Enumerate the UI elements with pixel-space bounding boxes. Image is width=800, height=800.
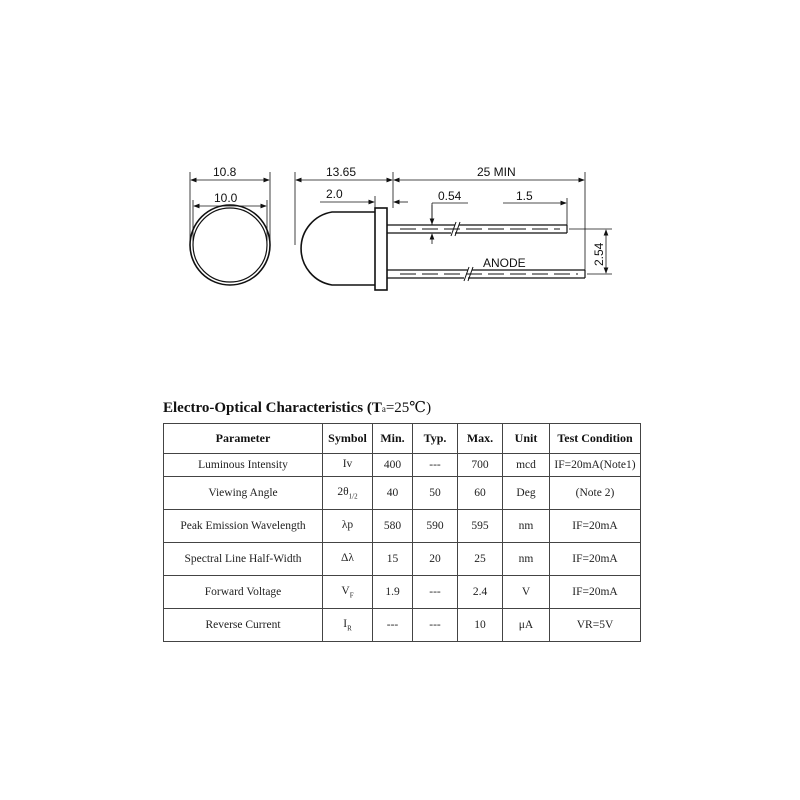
cell-parameter: Reverse Current [164, 609, 323, 642]
title-subscript: a [381, 404, 386, 414]
cell-typ: --- [413, 454, 458, 477]
table-row [164, 454, 641, 477]
cell-min: 400 [373, 454, 413, 477]
cell-condition: (Note 2) [550, 477, 641, 510]
header-min: Min. [373, 424, 413, 454]
table-row [164, 477, 641, 510]
header-parameter: Parameter [164, 424, 323, 454]
cell-unit: mcd [503, 454, 550, 477]
lead-width-label: 1.5 [516, 189, 533, 203]
cell-max: 60 [458, 477, 503, 510]
cell-min: --- [373, 609, 413, 642]
anode-label: ANODE [483, 256, 526, 270]
cell-unit: nm [503, 543, 550, 576]
table-row [164, 609, 641, 642]
section-title [163, 398, 431, 417]
title-main: Electro-Optical Characteristics (T [163, 400, 382, 416]
cell-parameter: Spectral Line Half-Width [164, 543, 323, 576]
header-max: Max. [458, 424, 503, 454]
cell-symbol: λp [323, 510, 373, 543]
cell-condition: IF=20mA [550, 576, 641, 609]
cell-min: 40 [373, 477, 413, 510]
led-dimension-drawing [0, 0, 800, 380]
table-row [164, 510, 641, 543]
header-condition: Test Condition [550, 424, 641, 454]
cell-symbol: $2\theta_{1/2}$ [323, 477, 373, 510]
cell-typ: 590 [413, 510, 458, 543]
side-view [295, 165, 612, 290]
outer-lens-circle [190, 205, 270, 285]
inner-diameter-label: 10.0 [214, 191, 238, 205]
cell-max: 595 [458, 510, 503, 543]
cell-typ: 50 [413, 477, 458, 510]
cell-min: 1.9 [373, 576, 413, 609]
cell-unit: μA [503, 609, 550, 642]
cell-condition: VR=5V [550, 609, 641, 642]
cell-unit: Deg [503, 477, 550, 510]
header-typ: Typ. [413, 424, 458, 454]
cell-parameter: Viewing Angle [164, 477, 323, 510]
electro-optical-table [163, 423, 641, 642]
cell-condition: IF=20mA(Note1) [550, 454, 641, 477]
cell-parameter: Peak Emission Wavelength [164, 510, 323, 543]
cell-typ: --- [413, 609, 458, 642]
cell-max: 700 [458, 454, 503, 477]
front-view [190, 165, 270, 285]
lead-thickness-label: 0.54 [438, 189, 462, 203]
cell-max: 2.4 [458, 576, 503, 609]
cell-symbol: Iv [323, 454, 373, 477]
header-symbol: Symbol [323, 424, 373, 454]
cell-max: 25 [458, 543, 503, 576]
led-dome-body [301, 212, 375, 285]
table-row [164, 543, 641, 576]
body-length-label: 13.65 [326, 165, 357, 179]
cell-condition: IF=20mA [550, 510, 641, 543]
lead-length-label: 25 MIN [477, 165, 516, 179]
cathode-lead [387, 222, 567, 236]
cell-unit: nm [503, 510, 550, 543]
inner-lens-circle [193, 208, 267, 282]
title-tail: =25℃) [385, 400, 432, 416]
lead-spacing-label: 2.54 [592, 242, 606, 266]
cell-unit: V [503, 576, 550, 609]
led-flange [375, 208, 387, 290]
cell-typ: 20 [413, 543, 458, 576]
cell-min: 15 [373, 543, 413, 576]
table-row [164, 576, 641, 609]
cell-max: 10 [458, 609, 503, 642]
table-header-row [164, 424, 641, 454]
outer-diameter-label: 10.8 [213, 165, 237, 179]
cell-parameter: Luminous Intensity [164, 454, 323, 477]
flange-width-label: 2.0 [326, 187, 343, 201]
cell-typ: --- [413, 576, 458, 609]
cell-symbol: $V_F$ [323, 576, 373, 609]
header-unit: Unit [503, 424, 550, 454]
cell-symbol: $I_R$ [323, 609, 373, 642]
cell-min: 580 [373, 510, 413, 543]
cell-parameter: Forward Voltage [164, 576, 323, 609]
cell-symbol: Δλ [323, 543, 373, 576]
cell-condition: IF=20mA [550, 543, 641, 576]
